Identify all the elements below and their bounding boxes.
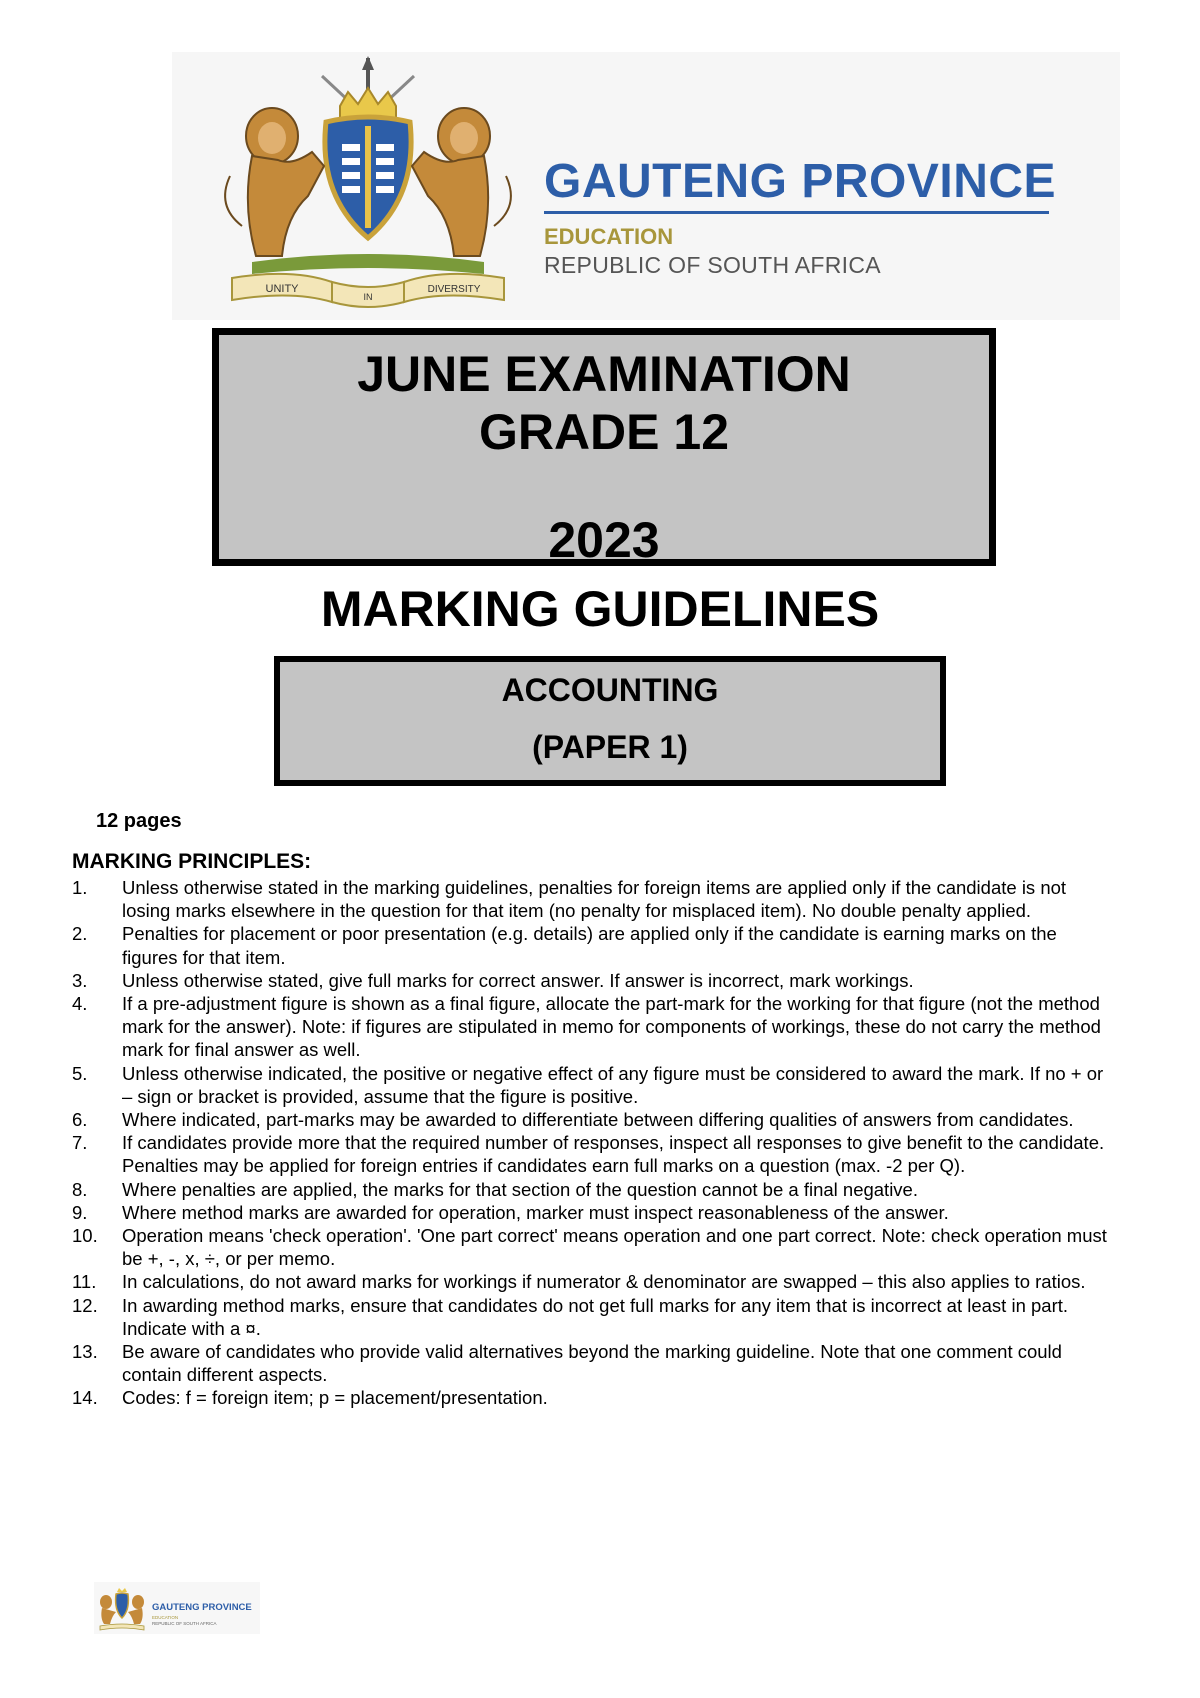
subject-name: ACCOUNTING [501, 672, 719, 708]
list-item [72, 1386, 1112, 1409]
list-item [72, 1270, 1112, 1293]
exam-title-box [212, 328, 996, 566]
province-name: GAUTENG PROVINCE [544, 155, 1057, 208]
list-item [72, 1131, 1112, 1177]
list-item [72, 876, 1112, 922]
subject-box [274, 656, 946, 786]
province-underline [544, 211, 1049, 214]
item-number: 7. [72, 1132, 88, 1154]
item-text: In awarding method marks, ensure that candidates do not get full marks for any item that is incorrect at least in part. Indicate with a ¤. [122, 1294, 1069, 1339]
department-name: EDUCATION [544, 224, 674, 249]
list-item [72, 992, 1112, 1062]
list-item [72, 1201, 1112, 1224]
footer-country-name: REPUBLIC OF SOUTH AFRICA [152, 1621, 217, 1626]
item-number: 14. [72, 1387, 98, 1409]
item-number: 4. [72, 993, 88, 1015]
item-text: Where penalties are applied, the marks for that section of the question cannot be a final negative. [122, 1178, 918, 1200]
item-number: 13. [72, 1341, 98, 1363]
item-text: Be aware of candidates who provide valid alternatives beyond the marking guideline. Note that one comment could contain different aspects. [122, 1341, 1062, 1386]
header-logo [172, 52, 1120, 320]
item-text: Unless otherwise stated, give full marks for correct answer. If answer is incorrect, mark workings. [122, 969, 914, 991]
exam-grade: GRADE 12 [478, 404, 730, 460]
item-number: 10. [72, 1225, 98, 1247]
item-number: 2. [72, 923, 88, 945]
page-count: 12 pages [96, 810, 182, 832]
item-text: In calculations, do not award marks for workings if numerator & denominator are swapped – this also applies to ratios. [122, 1271, 1086, 1293]
list-item [72, 1178, 1112, 1201]
list-item [72, 1224, 1112, 1270]
list-item [72, 969, 1112, 992]
exam-year: 2023 [548, 512, 660, 568]
item-number: 12. [72, 1294, 98, 1316]
item-number: 9. [72, 1201, 88, 1223]
item-text: Unless otherwise indicated, the positive or negative effect of any figure must be considered to award the mark. If no + or – sign or bracket is provided, assume that the figure is positive. [122, 1062, 1104, 1107]
item-text: If a pre-adjustment figure is shown as a final figure, allocate the part-mark for the working for that figure (not the method mark for the answer). Note: if figures are stipulated in memo for components of workings, these do not carry the method mark for final answer as well. [122, 993, 1101, 1061]
coat-of-arms-icon [96, 1584, 148, 1632]
item-number: 3. [72, 969, 88, 991]
country-name: REPUBLIC OF SOUTH AFRICA [544, 252, 881, 278]
motto-word: UNITY [265, 283, 299, 295]
item-text: Codes: f = foreign item; p = placement/presentation. [122, 1387, 548, 1409]
list-item [72, 1294, 1112, 1340]
footer-province-name: GAUTENG PROVINCE [152, 1602, 252, 1613]
item-number: 11. [72, 1271, 97, 1293]
item-number: 1. [72, 877, 88, 898]
exam-name: JUNE EXAMINATION [357, 346, 851, 402]
paper-number: (PAPER 1) [532, 729, 688, 765]
item-text: Where method marks are awarded for operation, marker must inspect reasonableness of the answer. [122, 1201, 949, 1223]
motto-word: DIVERSITY [427, 284, 481, 295]
item-text: Where indicated, part-marks may be awarded to differentiate between differing qualities of answers from candidates. [122, 1109, 1074, 1131]
list-item [72, 1340, 1112, 1386]
principles-heading: MARKING PRINCIPLES: [72, 850, 312, 873]
page-title: MARKING GUIDELINES [320, 581, 880, 637]
item-number: 8. [72, 1178, 88, 1200]
item-number: 6. [72, 1109, 88, 1131]
item-number: 5. [72, 1062, 88, 1084]
footer-logo [94, 1582, 260, 1634]
item-text: If candidates provide more that the required number of responses, inspect all responses to give benefit to the candidate. Penalties may be applied for foreign entries if candidates earn full marks on a question (max. -2 per Q). [122, 1132, 1105, 1177]
coat-of-arms-icon [212, 56, 524, 311]
motto-word: IN [363, 292, 373, 302]
footer-department-name: EDUCATION [152, 1615, 179, 1620]
list-item [72, 1062, 1112, 1108]
item-text: Operation means 'check operation'. 'One part correct' means operation and one part correct. Note: check operation must be +, -, x, ÷, or per memo. [122, 1225, 1107, 1270]
principles-list [72, 876, 1112, 1410]
list-item [72, 1108, 1112, 1131]
item-text: Unless otherwise stated in the marking guidelines, penalties for foreign items are applied only if the candidate is not losing marks elsewhere in the question for that item (no penalty for misplaced item). No double penalty applied. [122, 877, 1067, 922]
item-text: Penalties for placement or poor presentation (e.g. details) are applied only if the candidate is earning marks on the figures for that item. [122, 923, 1057, 968]
list-item [72, 922, 1112, 968]
